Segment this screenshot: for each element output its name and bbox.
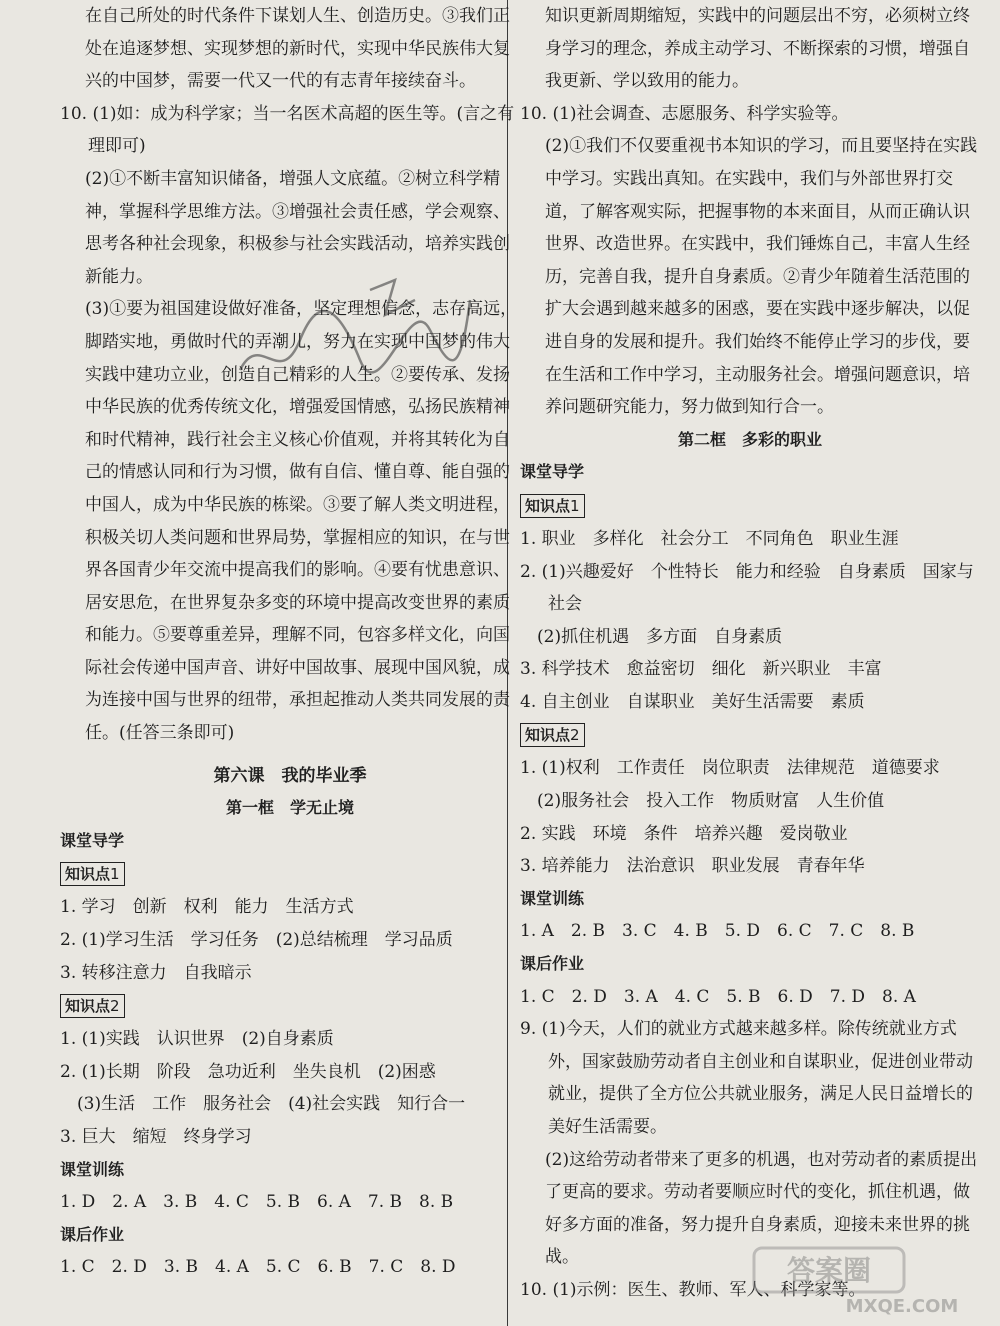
section-title-1: 第一框 学无止境: [225, 798, 354, 818]
left-kp2-box: 知识点2: [60, 994, 125, 1018]
left-homework-answers: 1. C 2. D 3. B 4. A 5. C 6. B 7. C 8. D: [60, 1257, 456, 1278]
right-homework-label: 课后作业: [520, 954, 585, 974]
left-question-10-part-1: 10. (1)如：成为科学家；当一名医术高超的医生等。(言之有理即可): [60, 103, 515, 157]
left-column: [60, 0, 520, 1326]
pen-scribble-icon: [220, 270, 480, 400]
right-kp1-item: (2)抓住机遇 多方面 自身素质: [520, 626, 783, 647]
right-kp1-item: 4. 自主创业 自谋职业 美好生活需要 素质: [520, 691, 865, 712]
right-question-10-example: 10. (1)示例：医生、教师、军人、科学家等。: [520, 1279, 866, 1300]
left-homework-label: 课后作业: [60, 1224, 125, 1244]
lesson-title: 第六课 我的毕业季: [213, 765, 367, 786]
right-column: [520, 0, 980, 1326]
svg-text:答案圈: 答案圈: [786, 1254, 872, 1287]
left-kp1-item: 3. 转移注意力 自我暗示: [60, 962, 252, 983]
right-kp1-item: 1. 职业 多样化 社会分工 不同角色 职业生涯: [520, 528, 899, 549]
right-kp2-item: 3. 培养能力 法治意识 职业发展 青春年华: [520, 856, 865, 877]
right-question-10-part-1: 10. (1)社会调查、志愿服务、科学实验等。: [520, 103, 849, 124]
right-kp1-item: 3. 科学技术 愈益密切 细化 新兴职业 丰富: [520, 659, 882, 680]
right-guide-label: 课堂导学: [520, 462, 585, 482]
right-kp2-item: 1. (1)权利 工作责任 岗位职责 法律规范 道德要求: [520, 758, 940, 779]
left-kp1-item: 1. 学习 创新 权利 能力 生活方式: [60, 897, 354, 918]
right-class-train-label: 课堂训练: [520, 888, 585, 908]
right-homework-answers: 1. C 2. D 3. A 4. C 5. B 6. D 7. D 8. A: [520, 986, 916, 1007]
svg-text:MXQE.COM: MXQE.COM: [845, 1296, 959, 1317]
right-kp2-box: 知识点2: [520, 723, 585, 747]
left-question-10-part-2: (2)①不断丰富知识储备，增强人文底蕴。②树立科学精神，掌握科学思维方法。③增强社会责任感，学会观察、思考各种社会现象，积极参与社会实践活动，培养实践创新能力。: [85, 168, 510, 287]
right-kp2-item: 2. 实践 环境 条件 培养兴趣 爱岗敬业: [520, 823, 848, 844]
right-question-9-part-2: (2)这给劳动者带来了更多的机遇，也对劳动者的素质提出了更高的要求。劳动者要顺应时代的变化，抓住机遇，做好多方面的准备，努力提升自身素质，迎接未来世界的挑战。: [545, 1149, 978, 1268]
left-kp2-item: 3. 巨大 缩短 终身学习: [60, 1127, 252, 1147]
left-paragraph-1: 在自己所处的时代条件下谋划人生、创造历史。③我们正处在追逐梦想、实现梦想的新时代，实现中华民族伟大复兴的中国梦，需要一代又一代的有志青年接续奋斗。: [85, 6, 510, 92]
left-question-10-part-3: (3)①要为祖国建设做好准备，坚定理想信念，志存高远，脚踏实地，勇做时代的弄潮儿，努力在实现中国梦的伟大实践中建功立业，创造自己精彩的人生。②要传承、发扬中华民族的优秀传统文化，增强爱国情感，弘扬民族精神和时代精神，践行社会主义核心价值观，并将其转化为自己的情感认同和行为习惯，做有自信、懂自尊、能自强的中国人，成为中华民族的栋梁。③要了解人类文明进程，积极关切人类问题和世界局势，掌握相应的知识，在与世界各国青少年交流中提高我们的影响。④要有忧患意识、居安思危，在世界复杂多变的环境中提高改变世界的素质和能力。⑤要尊重差异，理解不同，包容多样文化，向国际社会传递中国声音、讲好中国故事、展现中国风貌，成为连接中国与世界的纽带，承担起推动人类共同发展的责任。(任答三条即可): [85, 299, 518, 744]
left-guide-label: 课堂导学: [60, 830, 125, 850]
right-question-9-part-1: 9. (1)今天，人们的就业方式越来越多样。除传统就业方式外，国家鼓励劳动者自主创业和自谋职业，促进创业带动就业，提供了全方位公共就业服务，满足人民日益增长的美好生活需要。: [520, 1019, 973, 1137]
site-watermark-logo-icon: [752, 1246, 982, 1318]
section-title-2: 第二框 多彩的职业: [677, 429, 822, 449]
left-kp2-item: (3)生活 工作 服务社会 (4)社会实践 知行合一: [60, 1094, 466, 1115]
left-kp1-item: 2. (1)学习生活 学习任务 (2)总结梳理 学习品质: [60, 930, 453, 951]
left-kp2-item: 1. (1)实践 认识世界 (2)自身素质: [60, 1029, 334, 1050]
right-kp2-item: (2)服务社会 投入工作 物质财富 人生价值: [520, 791, 885, 812]
right-class-train-answers: 1. A 2. B 3. C 4. B 5. D 6. C 7. C 8. B: [520, 921, 915, 942]
right-paragraph-1: 知识更新周期缩短，实践中的问题层出不穷，必须树立终身学习的理念，养成主动学习、不断探索的习惯，增强自我更新、学以致用的能力。: [545, 6, 970, 92]
left-kp1-box: 知识点1: [60, 862, 125, 886]
right-kp1-item: 2. (1)兴趣爱好 个性特长 能力和经验 自身素质 国家与社会: [520, 561, 974, 615]
left-class-train-label: 课堂训练: [60, 1159, 125, 1179]
right-kp1-box: 知识点1: [520, 494, 585, 518]
left-kp2-item: 2. (1)长期 阶段 急功近利 坐失良机 (2)困惑: [60, 1061, 436, 1082]
left-class-train-answers: 1. D 2. A 3. B 4. C 5. B 6. A 7. B 8. B: [60, 1192, 454, 1213]
right-question-10-part-2: (2)①我们不仅要重视书本知识的学习，而且要坚持在实践中学习。实践出真知。在实践中，我们与外部世界打交道，了解客观实际，把握事物的本来面目，从而正确认识世界、改造世界。在实践中，我们锤炼自己，丰富人生经历，完善自我，提升自身素质。②青少年随着生活范围的扩大会遇到越来越多的困惑，要在实践中逐步解决，以促进自身的发展和提升。我们始终不能停止学习的步伐，要在生活和工作中学习，主动服务社会。增强问题意识，培养问题研究能力，努力做到知行合一。: [545, 136, 978, 418]
